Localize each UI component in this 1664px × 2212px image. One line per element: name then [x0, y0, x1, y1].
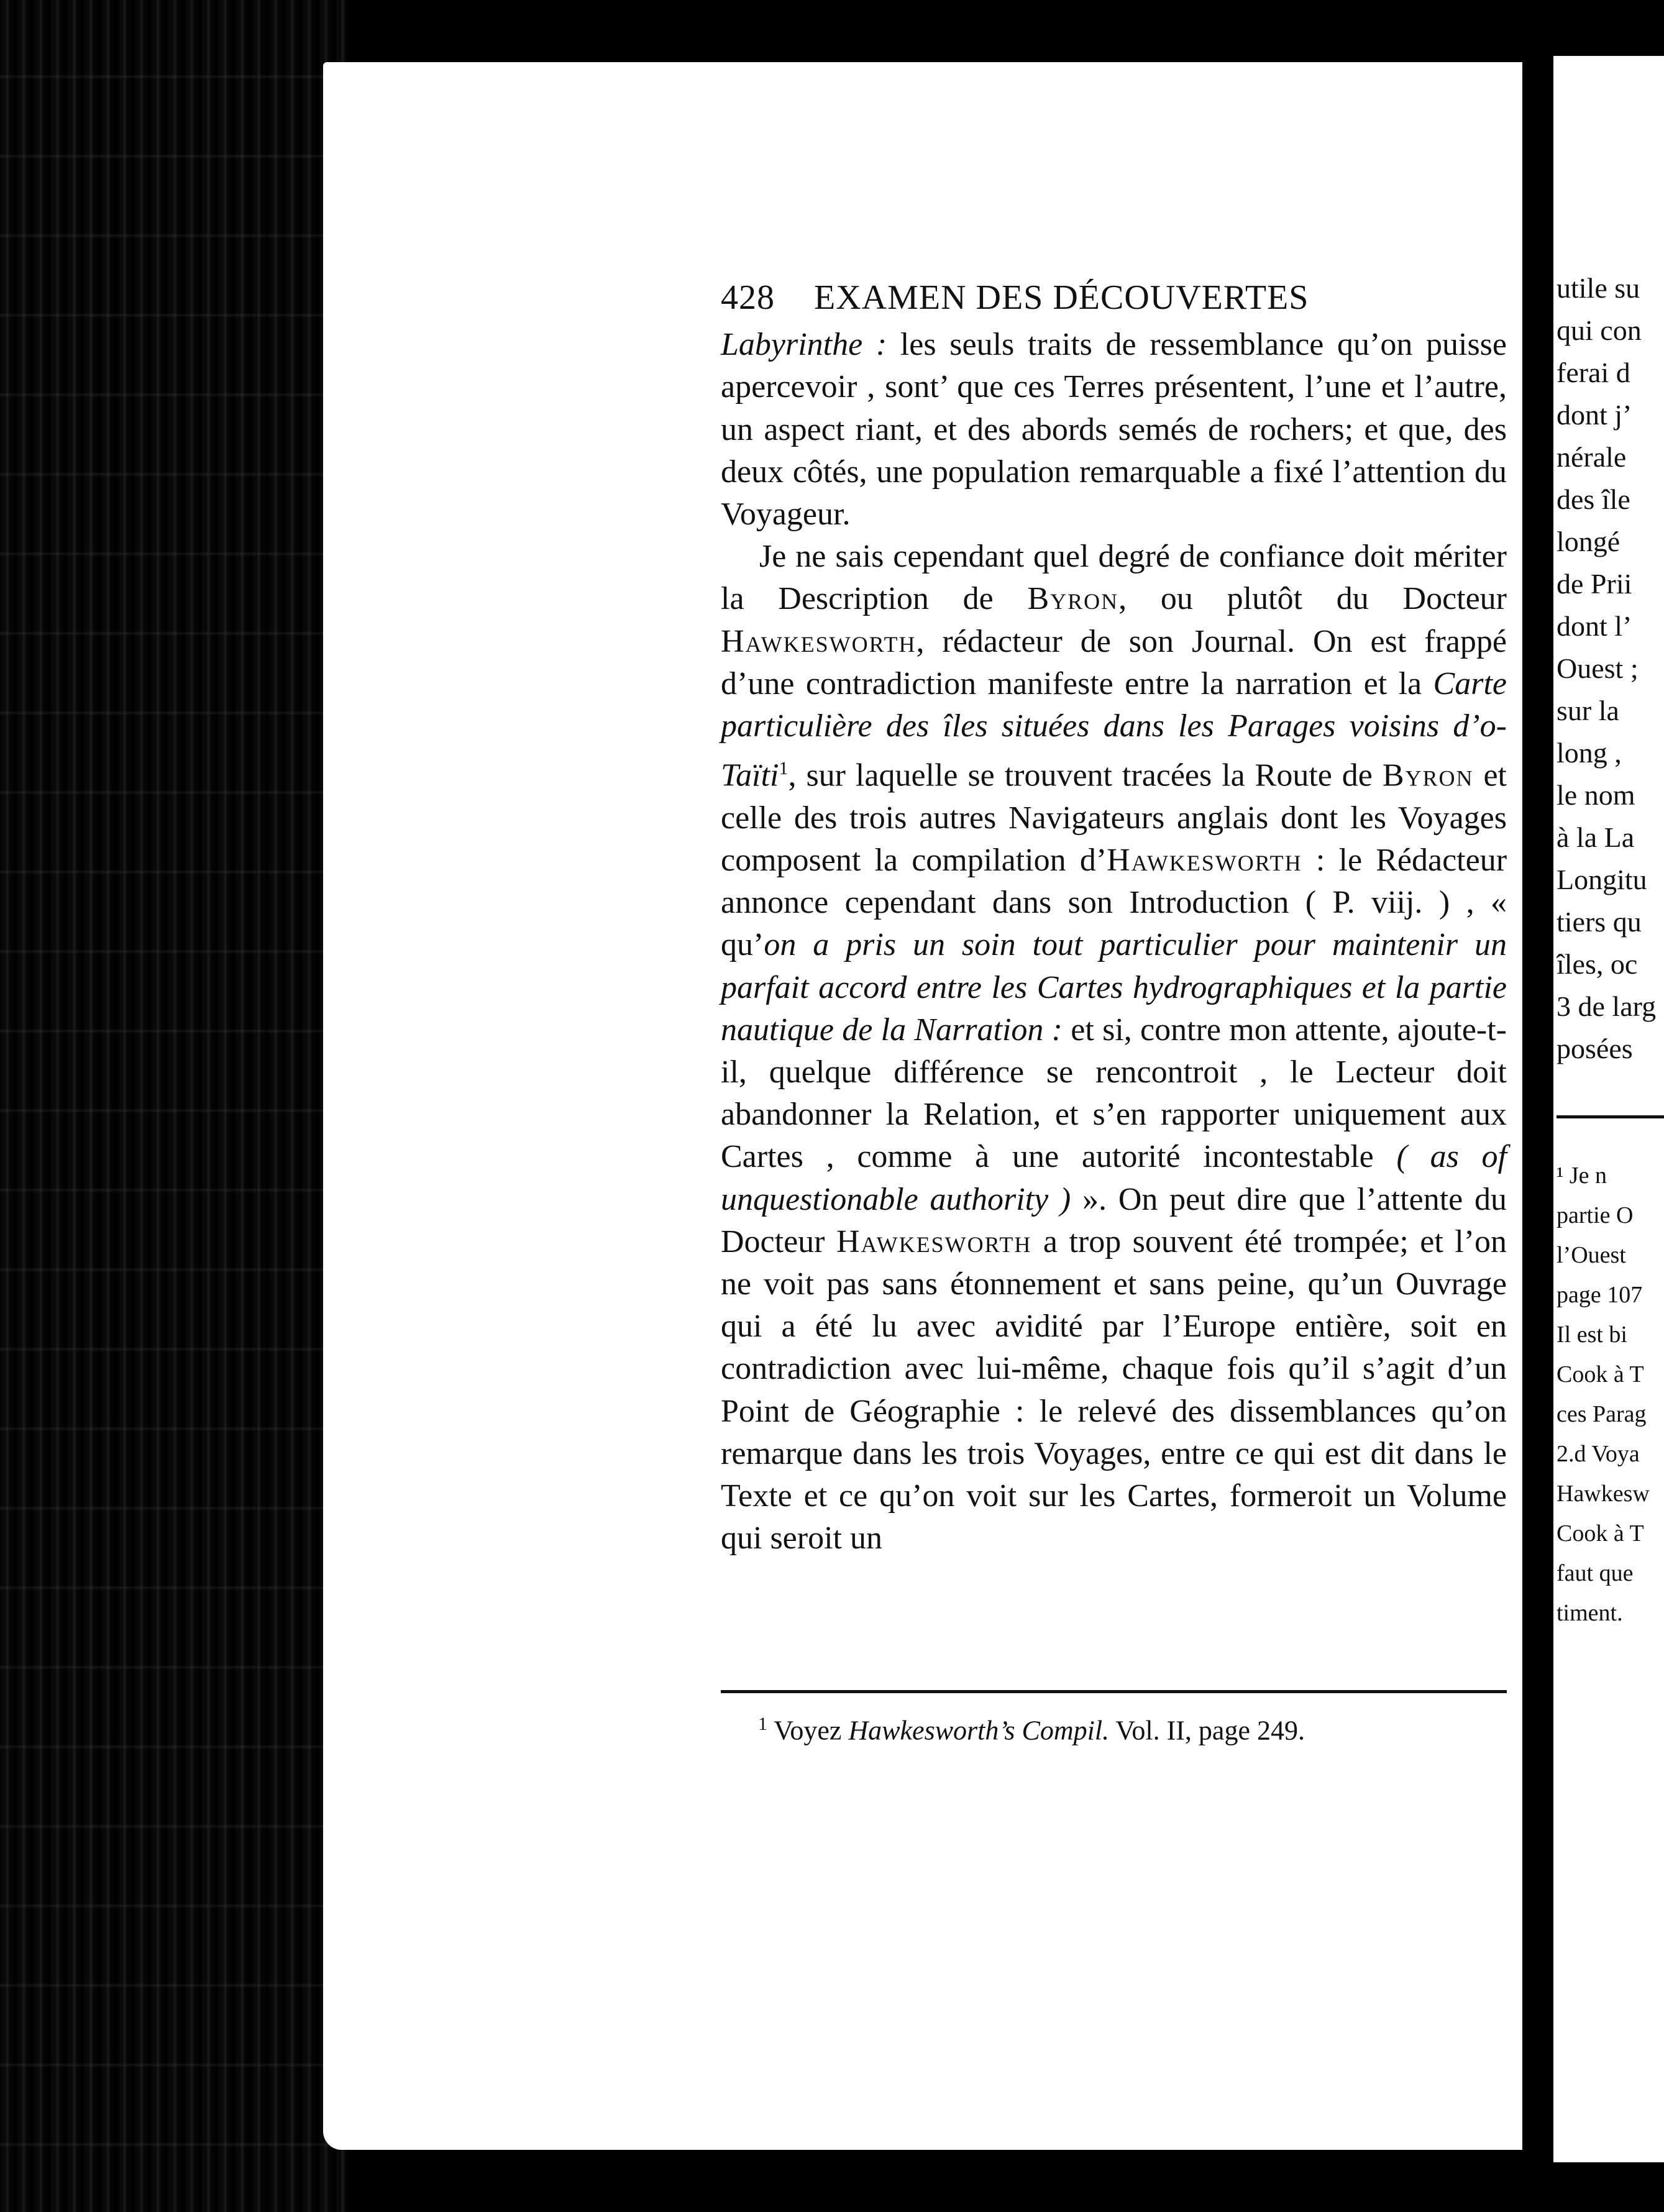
- right-page-line: 3 de larg: [1557, 990, 1657, 1022]
- running-head: [721, 276, 1507, 319]
- right-note-line: partie O: [1557, 1202, 1634, 1228]
- right-page-line: longé: [1557, 526, 1621, 557]
- name-hawkesworth: Hawkesworth: [836, 1223, 1032, 1259]
- right-page-notes: [1557, 1156, 1664, 1633]
- name-byron: Byron: [1382, 757, 1474, 793]
- right-page-line: ferai d: [1557, 357, 1630, 388]
- right-page-line: long ,: [1557, 737, 1622, 769]
- name-byron: Byron: [1027, 581, 1119, 617]
- map-title-italic: Carte particulière des îles situées dans les Parages voisins d’o-Taïti: [721, 665, 1507, 793]
- right-note-line: l’Ouest: [1557, 1242, 1626, 1268]
- name-hawkesworth: Hawkesworth: [721, 623, 917, 659]
- right-page-line: de Prii: [1557, 568, 1632, 600]
- text-run: , rédacteur de son Journal. On est frappé d’une contradiction manifeste entre la narration et la: [721, 623, 1507, 702]
- footnote-italic: Hawkesworth’s Compil.: [848, 1715, 1110, 1746]
- quote-italic: on a pris un soin tout particulier pour maintenir un parfait accord entre les Cartes hydrographiques et la partie nautique de la Narration :: [721, 927, 1507, 1048]
- footnote-ref: 1: [779, 758, 789, 779]
- right-page-line: le nom: [1557, 779, 1635, 811]
- right-page-line: Longitu: [1557, 864, 1647, 895]
- paragraph-1-text: les seuls traits de ressemblance qu’on puisse apercevoir , sont’ que ces Terres présentent, l’une et l’autre, un aspect riant, et des abords semés de rochers; et que, des deux côtés, une population remarquable a fixé l’attention du Voyageur.: [721, 327, 1507, 532]
- right-page-line: qui con: [1557, 314, 1642, 346]
- right-page-line: îles, oc: [1557, 948, 1638, 980]
- right-page-line: des île: [1557, 483, 1630, 515]
- text-run: ». On peut dire que l’attente du Docteur: [721, 1181, 1507, 1259]
- right-page-line: Ouest ;: [1557, 652, 1639, 684]
- paragraph-2: [721, 536, 1507, 1560]
- text-run: a trop souvent été trompée; et l’on ne voit pas sans étonnement et sans peine, qu’un Ouvrage qui a été lu avec avidité par l’Europe entière, soit en contradiction avec lui-même, chaque fois qu’il s’agit d’un Point de Géographie : le relevé des dissemblances qu’on remarque dans les trois Voyages, entre ce qui est dit dans le Texte et ce qu’on voit sur les Cartes, formeroit un Volume qui seroit un: [721, 1223, 1507, 1556]
- right-page-line: nérale: [1557, 441, 1627, 473]
- footnote-marker: 1: [758, 1714, 767, 1734]
- right-page-line: posées: [1557, 1033, 1633, 1064]
- english-italic: ( as of unquestionable authority ): [721, 1139, 1507, 1217]
- name-hawkesworth: Hawkesworth: [1107, 842, 1302, 878]
- right-note-line: faut que: [1557, 1560, 1634, 1586]
- right-note-line: ces Parag: [1557, 1401, 1647, 1427]
- right-note-line: page 107: [1557, 1282, 1643, 1308]
- text-run: Je ne sais cependant quel degré de confiance doit mériter la Description de: [721, 539, 1507, 617]
- right-note-line: Cook à T: [1557, 1520, 1644, 1547]
- text-run: : le Rédacteur annonce cependant dans son Introduction ( P. viij. ) , « qu’: [721, 842, 1507, 963]
- running-title: EXAMEN DES DÉCOUVERTES: [814, 278, 1309, 317]
- footnote-rule: [721, 1690, 1507, 1693]
- right-page-line: à la La: [1557, 821, 1635, 853]
- footnote-text: Voyez: [774, 1715, 842, 1746]
- right-footnote-rule: [1557, 1115, 1664, 1118]
- right-note-line: timent.: [1557, 1600, 1623, 1626]
- italic-lead: Labyrinthe :: [721, 327, 887, 363]
- paragraph-1: [721, 324, 1507, 536]
- right-page-line: dont j’: [1557, 399, 1632, 431]
- right-note-line: ¹ Je n: [1557, 1163, 1607, 1189]
- right-page-line: tiers qu: [1557, 906, 1642, 938]
- right-page-line: sur la: [1557, 695, 1619, 726]
- right-page-line: dont l’: [1557, 610, 1632, 642]
- text-run: et celle des trois autres Navigateurs anglais dont les Voyages composent la compilation d’: [721, 757, 1507, 878]
- binding-texture: [0, 0, 348, 2212]
- right-page-line: utile su: [1557, 272, 1640, 304]
- right-note-line: 2.d Voya: [1557, 1441, 1640, 1467]
- footnote: [758, 1706, 1504, 1750]
- right-note-line: Hawkesw: [1557, 1481, 1650, 1507]
- right-page-text: [1557, 267, 1664, 1070]
- right-note-line: Il est bi: [1557, 1322, 1627, 1348]
- text-run: et si, contre mon attente, ajoute-t-il, quelque différence se rencontroit , le Lecteur doit abandonner la Relation, et s’en rapporter uniquement aux Cartes , comme à une autorité incontestable: [721, 1012, 1507, 1175]
- text-run: , sur laquelle se trouvent tracées la Route de: [788, 757, 1373, 793]
- left-page-text: [721, 276, 1507, 1560]
- page-number: 428: [721, 278, 775, 317]
- right-note-line: Cook à T: [1557, 1361, 1644, 1387]
- text-run: , ou plutôt du Docteur: [1118, 581, 1507, 617]
- footnote-text: Vol. II, page 249.: [1115, 1715, 1305, 1746]
